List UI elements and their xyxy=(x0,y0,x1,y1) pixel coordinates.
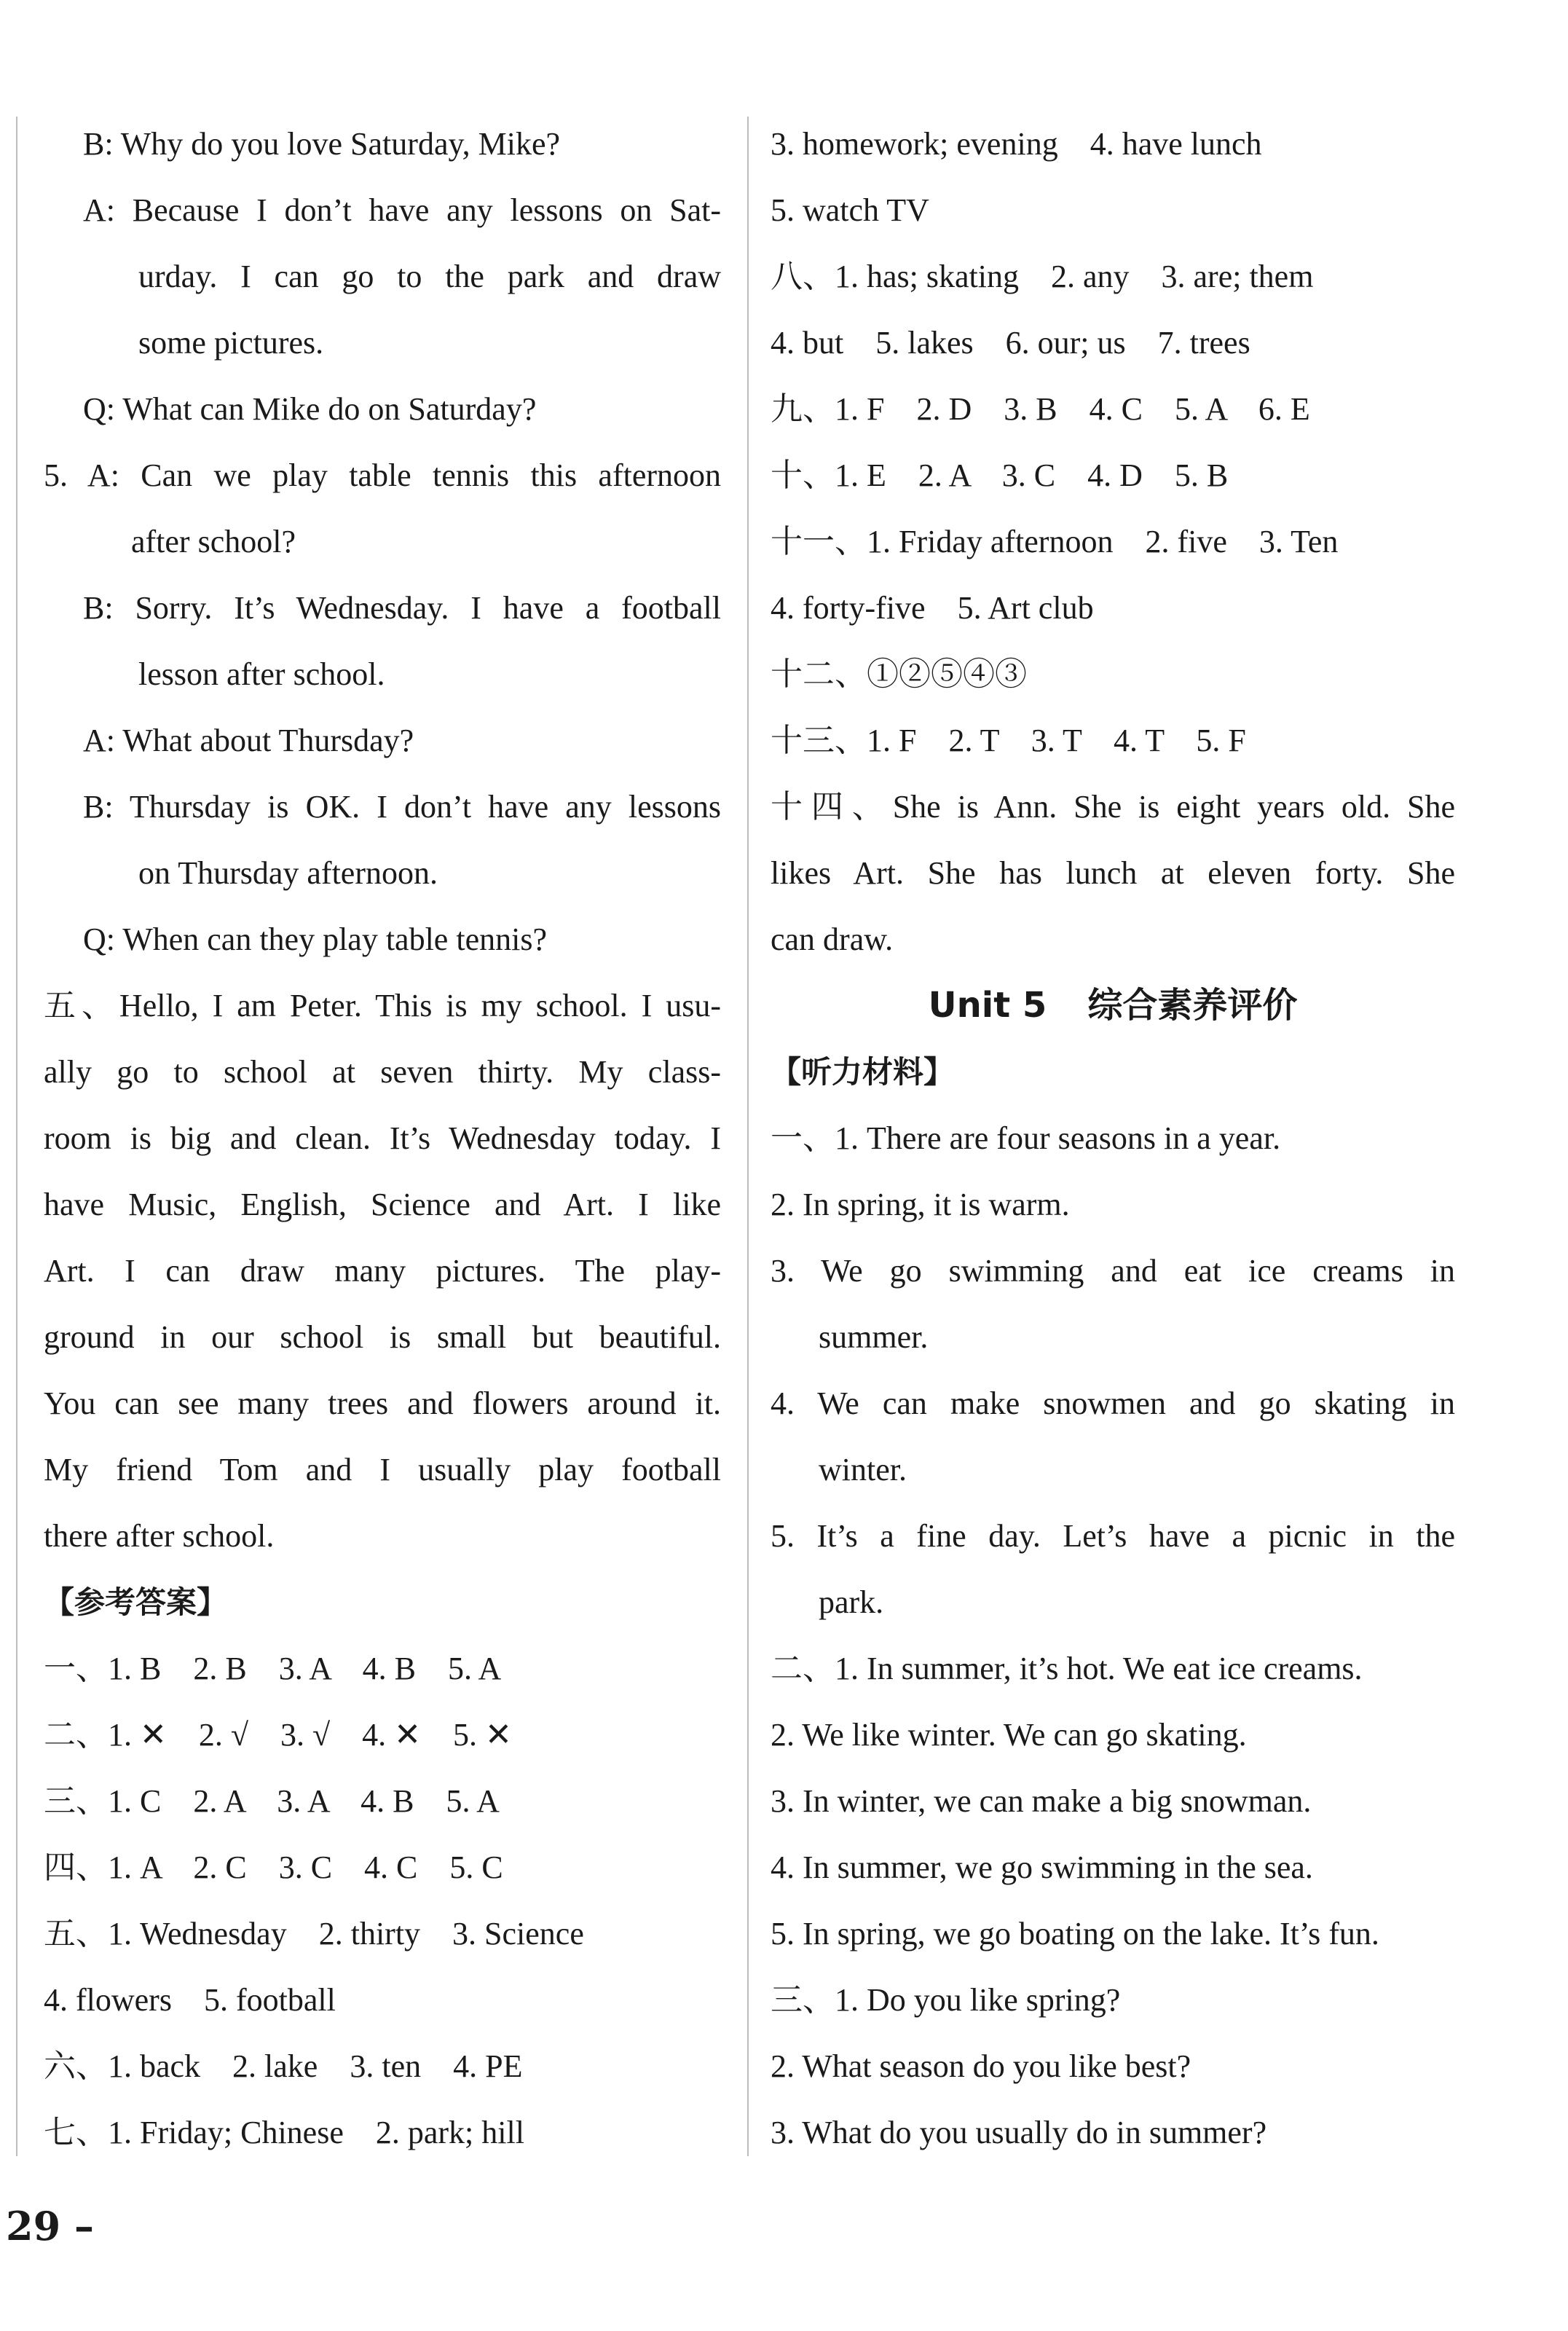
text-line: 5. It’s a fine day. Let’s have a picnic in the xyxy=(771,1518,1455,1554)
text-line: summer. xyxy=(819,1319,929,1355)
text-line: You can see many trees and flowers around it. xyxy=(44,1385,721,1421)
text-line: park. xyxy=(819,1584,884,1620)
text-line: 2. In spring, it is warm. xyxy=(771,1187,1070,1222)
text-line: winter. xyxy=(819,1452,907,1487)
unit-title xyxy=(771,972,1455,1039)
unit-number: Unit 5 xyxy=(928,985,1047,1026)
text-line: ground in our school is small but beautiful. xyxy=(44,1319,721,1355)
text-line: B: Why do you love Saturday, Mike? xyxy=(83,126,561,162)
text-line: 3. In winter, we can make a big snowman. xyxy=(771,1783,1312,1819)
text-line: 十、1. E 2. A 3. C 4. D 5. B xyxy=(771,457,1229,493)
listening-material xyxy=(771,1039,1455,2166)
text-line: room is big and clean. It’s Wednesday today. I xyxy=(44,1120,721,1156)
text-line: 3. What do you usually do in summer? xyxy=(771,2115,1267,2150)
text-line: 3. homework; evening 4. have lunch xyxy=(771,126,1262,162)
text-line: on Thursday afternoon. xyxy=(138,855,438,891)
text-line: likes Art. She has lunch at eleven forty. She xyxy=(771,855,1455,891)
text-line: 【参考答案】 xyxy=(44,1584,228,1620)
text-line: 4. We can make snowmen and go skating in xyxy=(771,1385,1455,1421)
text-line: 一、1. There are four seasons in a year. xyxy=(771,1120,1281,1156)
text-line: 3. We go swimming and eat ice creams in xyxy=(771,1253,1455,1289)
text-line: 十三、1. F 2. T 3. T 4. T 5. F xyxy=(771,723,1246,758)
text-line: 二、1. ✕ 2. √ 3. √ 4. ✕ 5. ✕ xyxy=(44,1717,512,1753)
right-column xyxy=(771,111,1455,2166)
text-line: after school? xyxy=(131,524,296,559)
page-number: 29 – xyxy=(6,2203,94,2249)
text-line: 七、1. Friday; Chinese 2. park; hill xyxy=(44,2115,524,2150)
text-line: 5. watch TV xyxy=(771,192,929,228)
text-line: some pictures. xyxy=(138,325,324,361)
column-divider xyxy=(747,117,749,2156)
unit-name: 综合素养评价 xyxy=(1087,985,1298,1026)
text-line: 四、1. A 2. C 3. C 4. C 5. C xyxy=(44,1850,503,1885)
text-line: 4. forty-five 5. Art club xyxy=(771,590,1094,626)
text-line: A: What about Thursday? xyxy=(83,723,414,758)
text-line: 十二、①②⑤④③ xyxy=(771,656,1027,692)
text-line: 4. but 5. lakes 6. our; us 7. trees xyxy=(771,325,1250,361)
text-line: My friend Tom and I usually play football xyxy=(44,1452,721,1487)
text-line: 八、1. has; skating 2. any 3. are; them xyxy=(771,259,1314,294)
text-line: Art. I can draw many pictures. The play- xyxy=(44,1253,721,1289)
text-line: lesson after school. xyxy=(138,656,385,692)
text-line: 五、1. Wednesday 2. thirty 3. Science xyxy=(44,1916,584,1951)
text-line: Q: When can they play table tennis? xyxy=(83,921,547,957)
text-line: 十一、1. Friday afternoon 2. five 3. Ten xyxy=(771,524,1339,559)
text-line: 三、1. Do you like spring? xyxy=(771,1982,1121,2018)
text-line: B: Sorry. It’s Wednesday. I have a football xyxy=(83,590,721,626)
text-line: 2. What season do you like best? xyxy=(771,2048,1191,2084)
text-line: can draw. xyxy=(771,921,894,957)
text-line: 二、1. In summer, it’s hot. We eat ice creams. xyxy=(771,1651,1363,1686)
left-column xyxy=(44,111,721,2166)
text-line: A: Because I don’t have any lessons on Sat- xyxy=(83,192,721,228)
text-line: 五、Hello, I am Peter. This is my school. I usu- xyxy=(44,988,721,1023)
text-line: 5. A: Can we play table tennis this afternoon xyxy=(44,457,721,493)
text-line: 一、1. B 2. B 3. A 4. B 5. A xyxy=(44,1651,502,1686)
text-line: ally go to school at seven thirty. My class- xyxy=(44,1054,721,1090)
text-line: 三、1. C 2. A 3. A 4. B 5. A xyxy=(44,1783,500,1819)
text-line: 六、1. back 2. lake 3. ten 4. PE xyxy=(44,2048,523,2084)
text-line: 2. We like winter. We can go skating. xyxy=(771,1717,1247,1753)
text-line: there after school. xyxy=(44,1518,275,1554)
text-line: 4. In summer, we go swimming in the sea. xyxy=(771,1850,1313,1885)
text-line: 【听力材料】 xyxy=(771,1054,955,1090)
left-margin-rule xyxy=(16,117,17,2156)
text-line: 4. flowers 5. football xyxy=(44,1982,336,2018)
text-line: 九、1. F 2. D 3. B 4. C 5. A 6. E xyxy=(771,391,1310,427)
answer-key-continued xyxy=(771,111,1455,972)
text-line: Q: What can Mike do on Saturday? xyxy=(83,391,537,427)
text-line: B: Thursday is OK. I don’t have any lessons xyxy=(83,789,721,825)
text-line: urday. I can go to the park and draw xyxy=(138,259,721,294)
text-line: 5. In spring, we go boating on the lake. It’s fun. xyxy=(771,1916,1379,1951)
text-line: 十四、She is Ann. She is eight years old. She xyxy=(771,789,1455,825)
text-line: have Music, English, Science and Art. I like xyxy=(44,1187,721,1222)
